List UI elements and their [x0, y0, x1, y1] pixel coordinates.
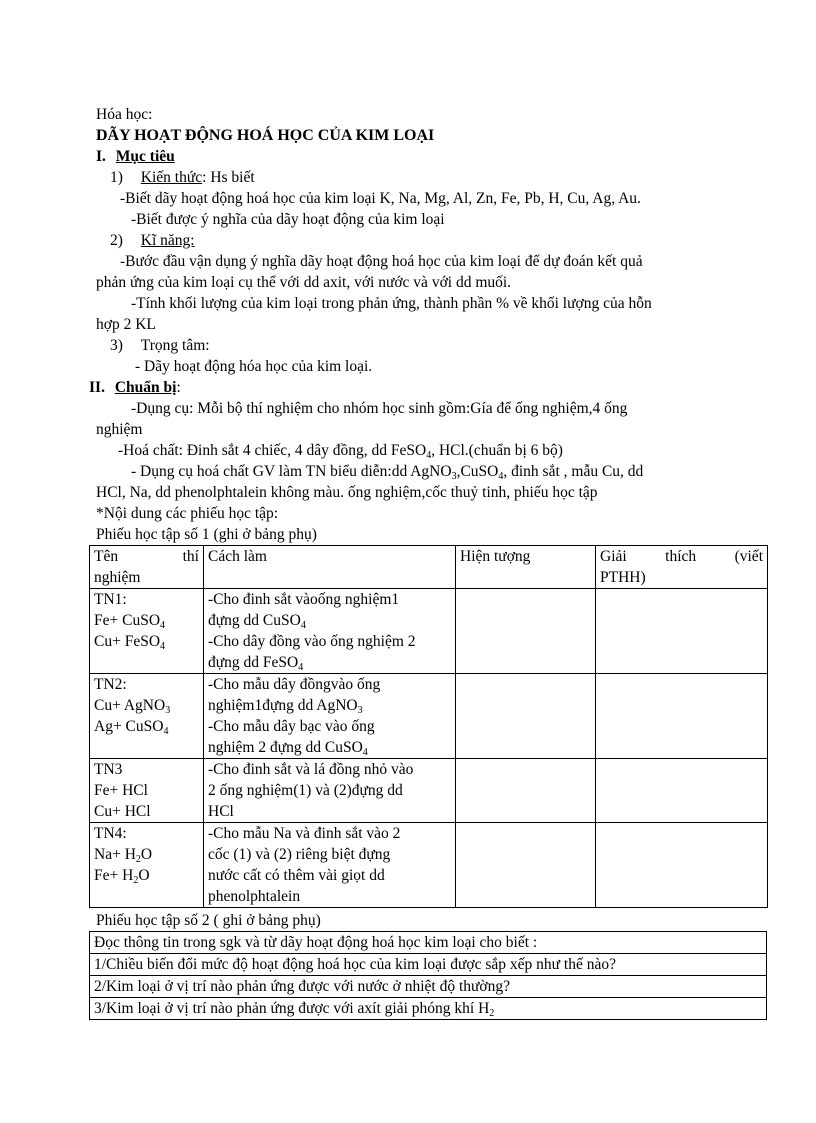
subject-label: Hóa học: [96, 106, 153, 123]
skills-paragraph-2-line-2: hợp 2 KL [96, 316, 156, 333]
table-row [90, 998, 767, 1020]
table-row [90, 674, 768, 759]
tn2-explanation-cell [596, 674, 768, 759]
skills-heading [110, 230, 195, 251]
demo-line-1: - Dụng cụ hoá chất GV làm TN biểu diễn:dd AgNO$_3$,CuSO$_4$, đinh sắt , mẫu Cu, dd [131, 463, 644, 482]
section-1-number: I. [96, 148, 106, 165]
tn4-phenomenon-cell [456, 823, 596, 908]
ws2-intro: Đọc thông tin trong sgk và từ dãy hoạt động hoá học kim loại cho biết : [90, 932, 767, 954]
tn2-name-cell: TN2: Cu+ AgNO$_3$ Ag+ CuSO$_4$ [90, 674, 204, 759]
section-1-heading [96, 146, 175, 167]
tn2-method-cell: -Cho mẫu dây đồngvào ống nghiệm1đựng dd AgNO$_3$ -Cho mẫu dây bạc vào ống nghiệm 2 đựng dd CuSO$_4$ [204, 674, 456, 759]
table-row [90, 932, 767, 954]
tn4-method-cell: -Cho mẫu Na và đinh sắt vào 2 cốc (1) và (2) riêng biệt đựng nước cất có thêm vài giọt dd phenolphtalein [204, 823, 456, 908]
table-row [90, 823, 768, 908]
focus-label: Trọng tâm: [140, 337, 210, 354]
header-explanation: Giải thích (viết PTHH) [596, 546, 768, 589]
knowledge-item-2: -Biết được ý nghĩa của dãy hoạt động của kim loại [131, 211, 445, 228]
tn4-name-cell: TN4: $Na+ H_2O$ $Fe+ H_2O$ [90, 823, 204, 908]
worksheet-1-table [89, 545, 768, 908]
tn3-explanation-cell [596, 759, 768, 823]
table-row [90, 589, 768, 674]
skills-number: 2) [110, 232, 123, 249]
knowledge-heading [110, 167, 255, 188]
header-phenomenon: Hiện tượng [456, 546, 596, 589]
table-row [90, 954, 767, 976]
ws2-question-3: 3/Kim loại ở vị trí nào phản ứng được với axít giải phóng khí $H_2$ [90, 998, 767, 1020]
demo-line-2: HCl, Na, dd phenolphtalein không màu. ống nghiệm,cốc thuỷ tinh, phiếu học tập [96, 484, 598, 501]
knowledge-after: : Hs biết [202, 169, 255, 186]
focus-number: 3) [110, 337, 123, 354]
skills-paragraph-2-line-1: -Tính khối lượng của kim loại trong phản ứng, thành phần % về khối lượng của hỗn [131, 295, 652, 312]
page-title: DÃY HOẠT ĐỘNG HOÁ HỌC CỦA KIM LOẠI [96, 127, 435, 144]
chemicals-line: -Hoá chất: Đinh sắt 4 chiếc, 4 dây đồng, dd FeSO$_4$, HCl.(chuẩn bị 6 bộ) [118, 442, 563, 461]
table-row [90, 759, 768, 823]
tn1-name-cell: TN1: Fe+ CuSO$_4$ Cu+ FeSO$_4$ [90, 589, 204, 674]
worksheet-1-title: Phiếu học tập số 1 (ghi ở bảng phụ) [96, 526, 317, 543]
knowledge-label: Kiến thức [140, 169, 203, 186]
tn3-method-cell: -Cho đinh sắt và lá đồng nhỏ vào 2 ống nghiệm(1) và (2)đựng dd HCl [204, 759, 456, 823]
table-header-row [90, 546, 768, 589]
tn1-method-cell: -Cho đinh sắt vàoống nghiệm1 đựng dd CuSO$_4$ -Cho dây đồng vào ống nghiệm 2 đựng dd FeSO$_4$ [204, 589, 456, 674]
skills-label: Kĩ năng: [140, 232, 195, 249]
tn1-phenomenon-cell [456, 589, 596, 674]
tn3-name-cell: TN3 Fe+ HCl Cu+ HCl [90, 759, 204, 823]
worksheet-2-table [89, 931, 767, 1020]
tn1-explanation-cell [596, 589, 768, 674]
skills-paragraph-1-line-1: -Bước đầu vận dụng ý nghĩa dãy hoạt động hoá học của kim loại để dự đoán kết quả [120, 253, 643, 270]
section-2-number: II. [89, 379, 105, 396]
knowledge-number: 1) [110, 169, 123, 186]
skills-paragraph-1-line-2: phản ứng của kim loại cụ thể với dd axit, với nước và với dd muối. [96, 274, 512, 291]
worksheet-2-title: Phiếu học tập số 2 ( ghi ở bảng phụ) [96, 912, 321, 929]
section-2-title: Chuẩn bị [114, 379, 177, 396]
tools-line-1: -Dụng cụ: Mỗi bộ thí nghiệm cho nhóm học sinh gồm:Gía để ống nghiệm,4 ống [131, 400, 628, 417]
tn2-phenomenon-cell [456, 674, 596, 759]
focus-heading [110, 335, 210, 356]
header-experiment-name: Tên thí nghiệm [90, 546, 204, 589]
worksheet-content-note: *Nội dung các phiếu học tập: [96, 505, 279, 522]
header-method: Cách làm [204, 546, 456, 589]
tools-line-2: nghiệm [96, 421, 143, 438]
ws2-question-1: 1/Chiều biến đổi mức độ hoạt động hoá học của kim loại được sắp xếp như thế nào? [90, 954, 767, 976]
tn3-phenomenon-cell [456, 759, 596, 823]
section-1-title: Mục tiêu [115, 148, 175, 165]
table-row [90, 976, 767, 998]
focus-item: - Dãy hoạt động hóa học của kim loại. [135, 358, 373, 375]
knowledge-item-1: -Biết dãy hoạt động hoá học của kim loại K, Na, Mg, Al, Zn, Fe, Pb, H, Cu, Ag, Au. [120, 190, 641, 207]
ws2-question-2: 2/Kim loại ở vị trí nào phản ứng được với nước ở nhiệt độ thường? [90, 976, 767, 998]
tn4-explanation-cell [596, 823, 768, 908]
section-2-heading: II. Chuẩn bị: [89, 379, 181, 396]
